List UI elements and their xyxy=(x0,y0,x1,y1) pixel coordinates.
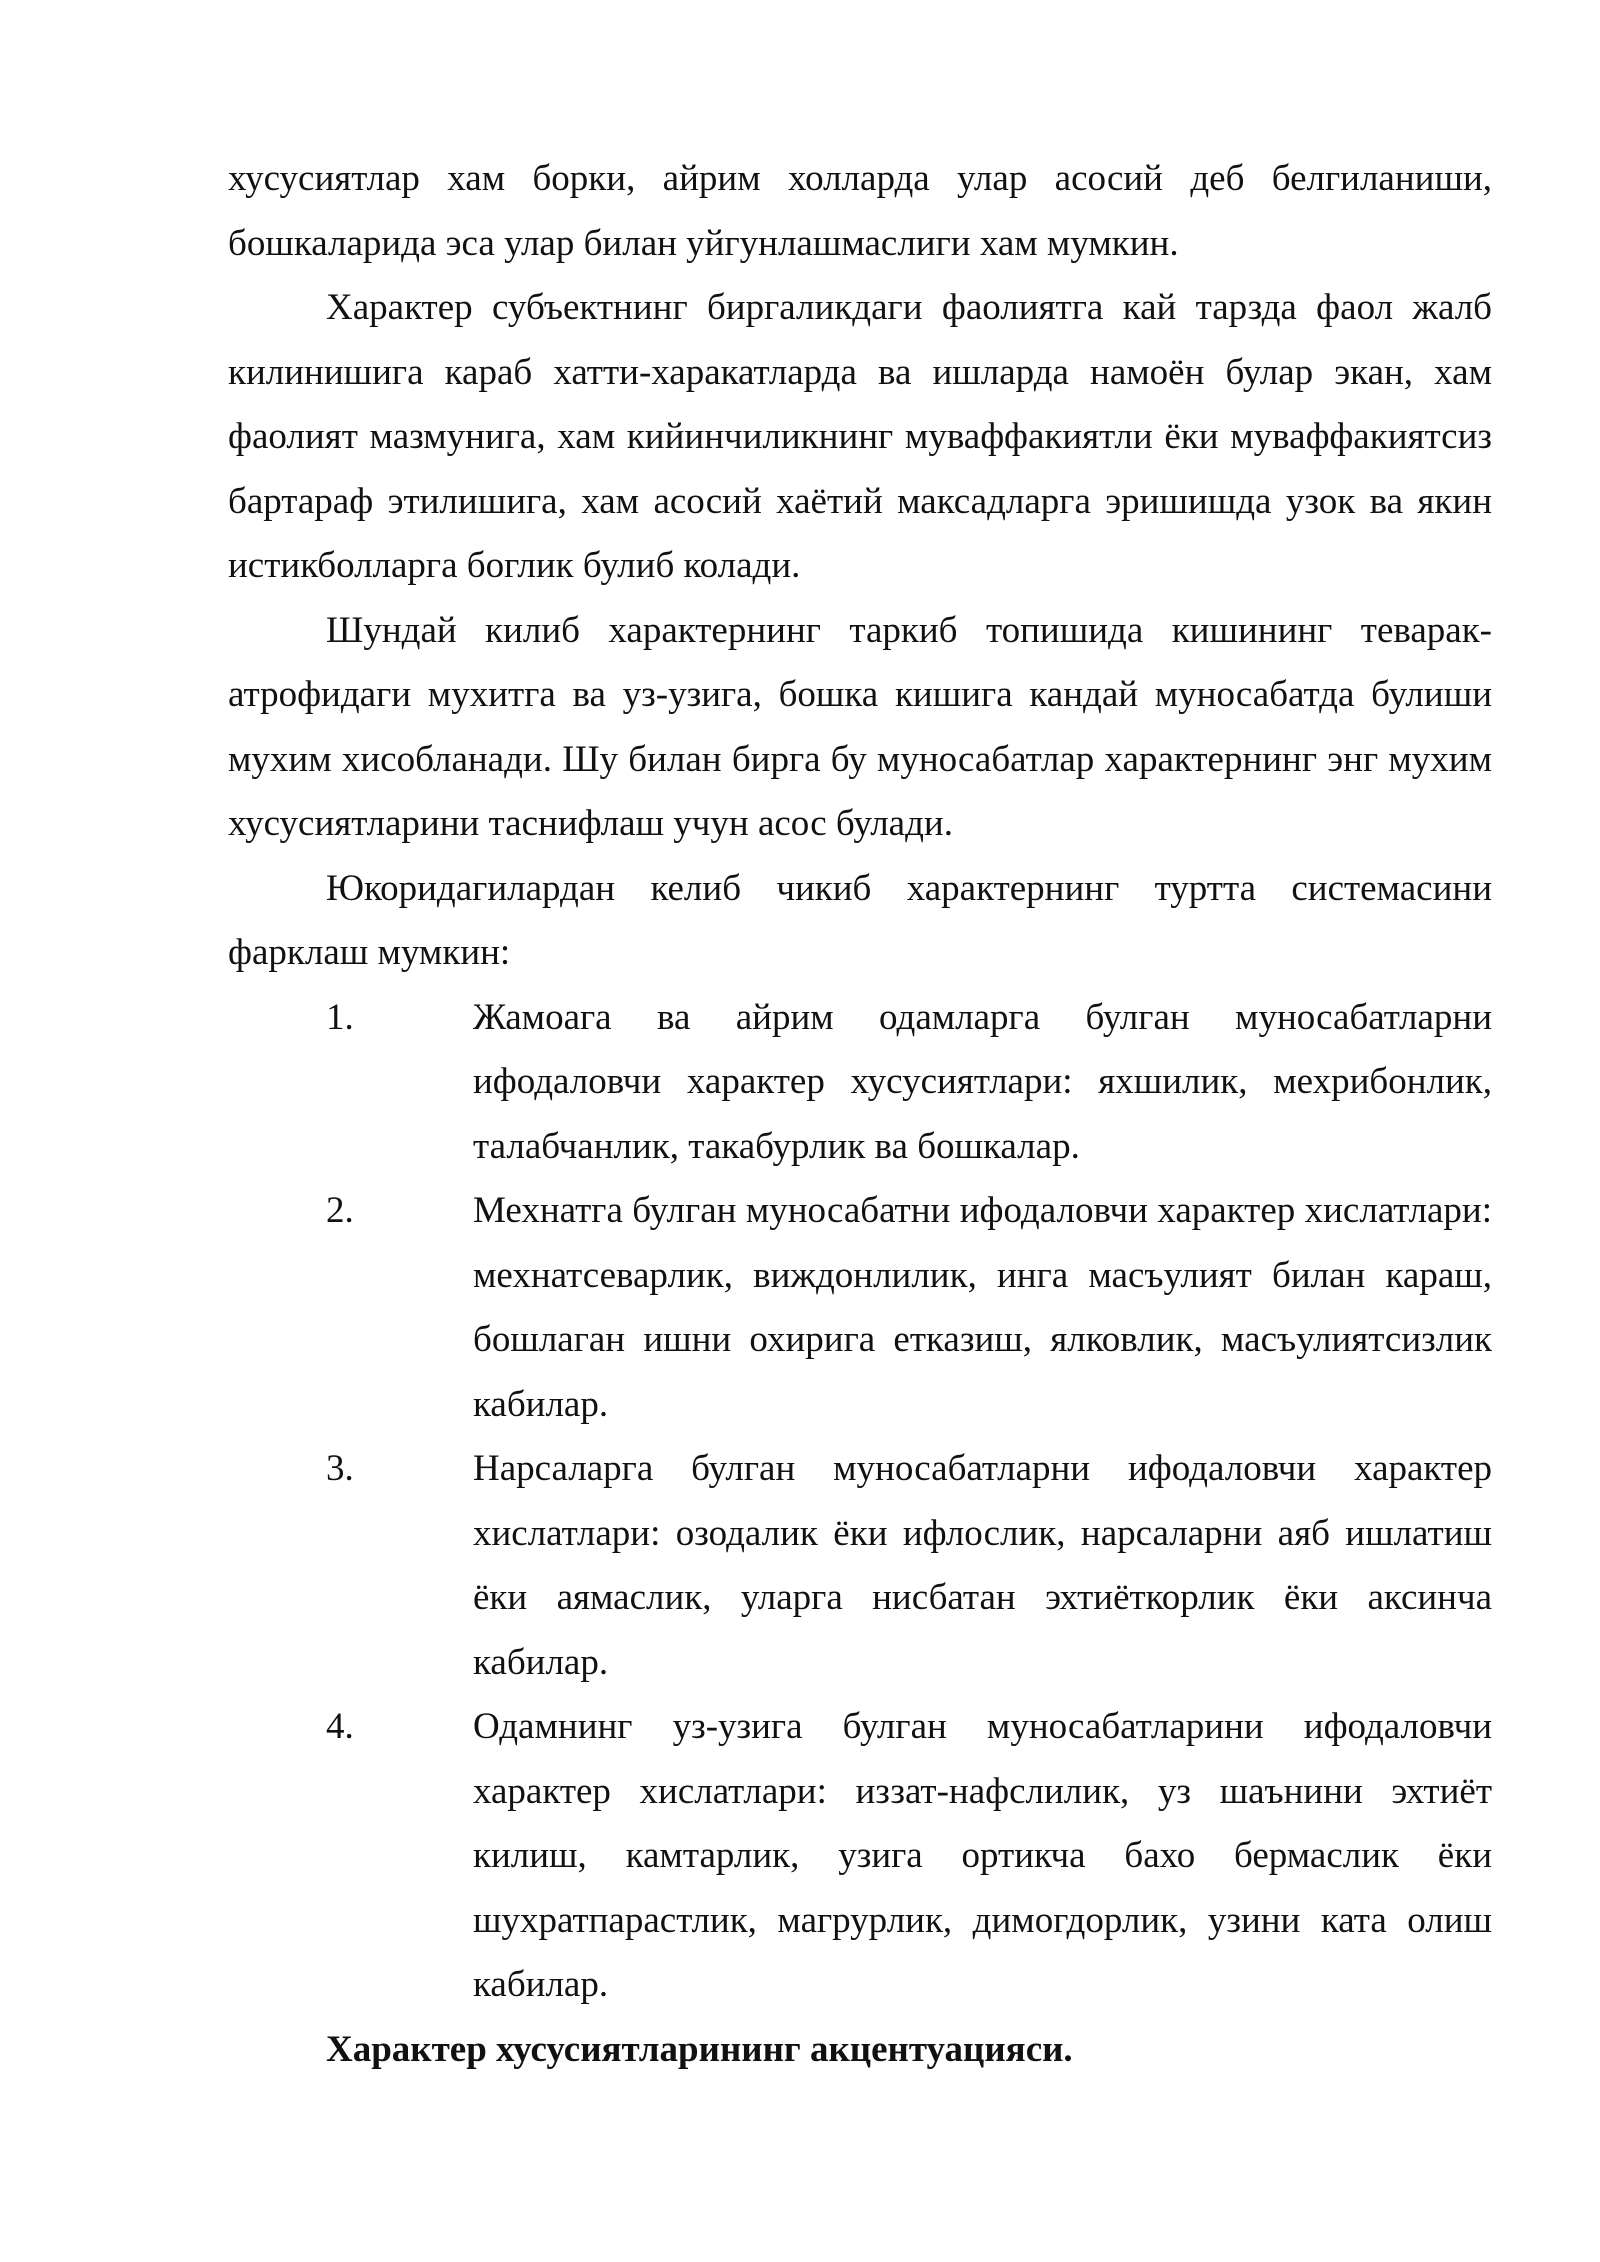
list-item xyxy=(228,1179,1492,1437)
numbered-list xyxy=(228,986,1492,2018)
paragraph-continuation: хусусиятлар хам борки, айрим холларда улар асосий деб белгиланиши, бошкаларида эса улар билан уйгунлашмаслиги хам мумкин. xyxy=(228,158,1492,264)
list-item-text: Нарсаларга булган муносабатларни ифодаловчи характер хислатлари: озодалик ёки ифлослик, нарсаларни аяб ишлатиш ёки аямаслик, уларга нисбатан эхтиёткорлик ёки аксинча кабилар. xyxy=(473,1448,1492,1683)
document-body xyxy=(228,147,1492,2082)
list-item-number: 1. xyxy=(326,996,354,1038)
paragraph-character-activity: Характер субъектнинг биргаликдаги фаолиятга кай тарзда фаол жалб килинишига караб хатти-харакатларда ва ишларда намоён булар экан, хам фаолият мазмунига, хам кийинчиликнинг муваффакиятли ёки муваффакиятсиз бартараф этилишига, хам асосий хаётий максадларга эришишда узок ва якин истикболларга боглик булиб колади. xyxy=(228,287,1492,586)
list-item xyxy=(228,1437,1492,1695)
list-item-number: 2. xyxy=(326,1190,354,1231)
list-item xyxy=(228,986,1492,1180)
list-item-number: 3. xyxy=(326,1448,354,1489)
paragraph-character-relations: Шундай килиб характернинг таркиб топишида кишининг теварак-атрофидаги мухитга ва уз-узига, бошка кишига кандай муносабатда булиши мухим хисобланади. Шу билан бирга бу муносабатлар характернинг энг мухим хусусиятларини таснифлаш учун асос булади. xyxy=(228,609,1492,844)
paragraph-four-systems-intro: Юкоридагилардан келиб чикиб характернинг туртта системасини фарклаш мумкин: xyxy=(228,867,1492,973)
section-heading: Характер хусусиятларининг акцентуацияси. xyxy=(326,2028,1073,2070)
list-item-text: Жамоага ва айрим одамларга булган муносабатларни ифодаловчи характер хусусиятлари: яхшилик, мехрибонлик, талабчанлик, такабурлик ва бошкалар. xyxy=(473,996,1492,1167)
list-item-number: 4. xyxy=(326,1706,354,1747)
list-item xyxy=(228,1695,1492,2018)
list-item-text: Мехнатга булган муносабатни ифодаловчи характер хислатлари: мехнатсеварлик, виждонлилик, инга масъулият билан караш, бошлаган ишни охирига етказиш, ялковлик, масъулиятсизлик кабилар. xyxy=(473,1190,1492,1425)
list-item-text: Одамнинг уз-узига булган муносабатларини ифодаловчи характер хислатлари: иззат-нафслилик, уз шаънини эхтиёт килиш, камтарлик, узига ортикча бахо бермаслик ёки шухратпарастлик, магрурлик, димогдорлик, узини ката олиш кабилар. xyxy=(473,1706,1492,2005)
